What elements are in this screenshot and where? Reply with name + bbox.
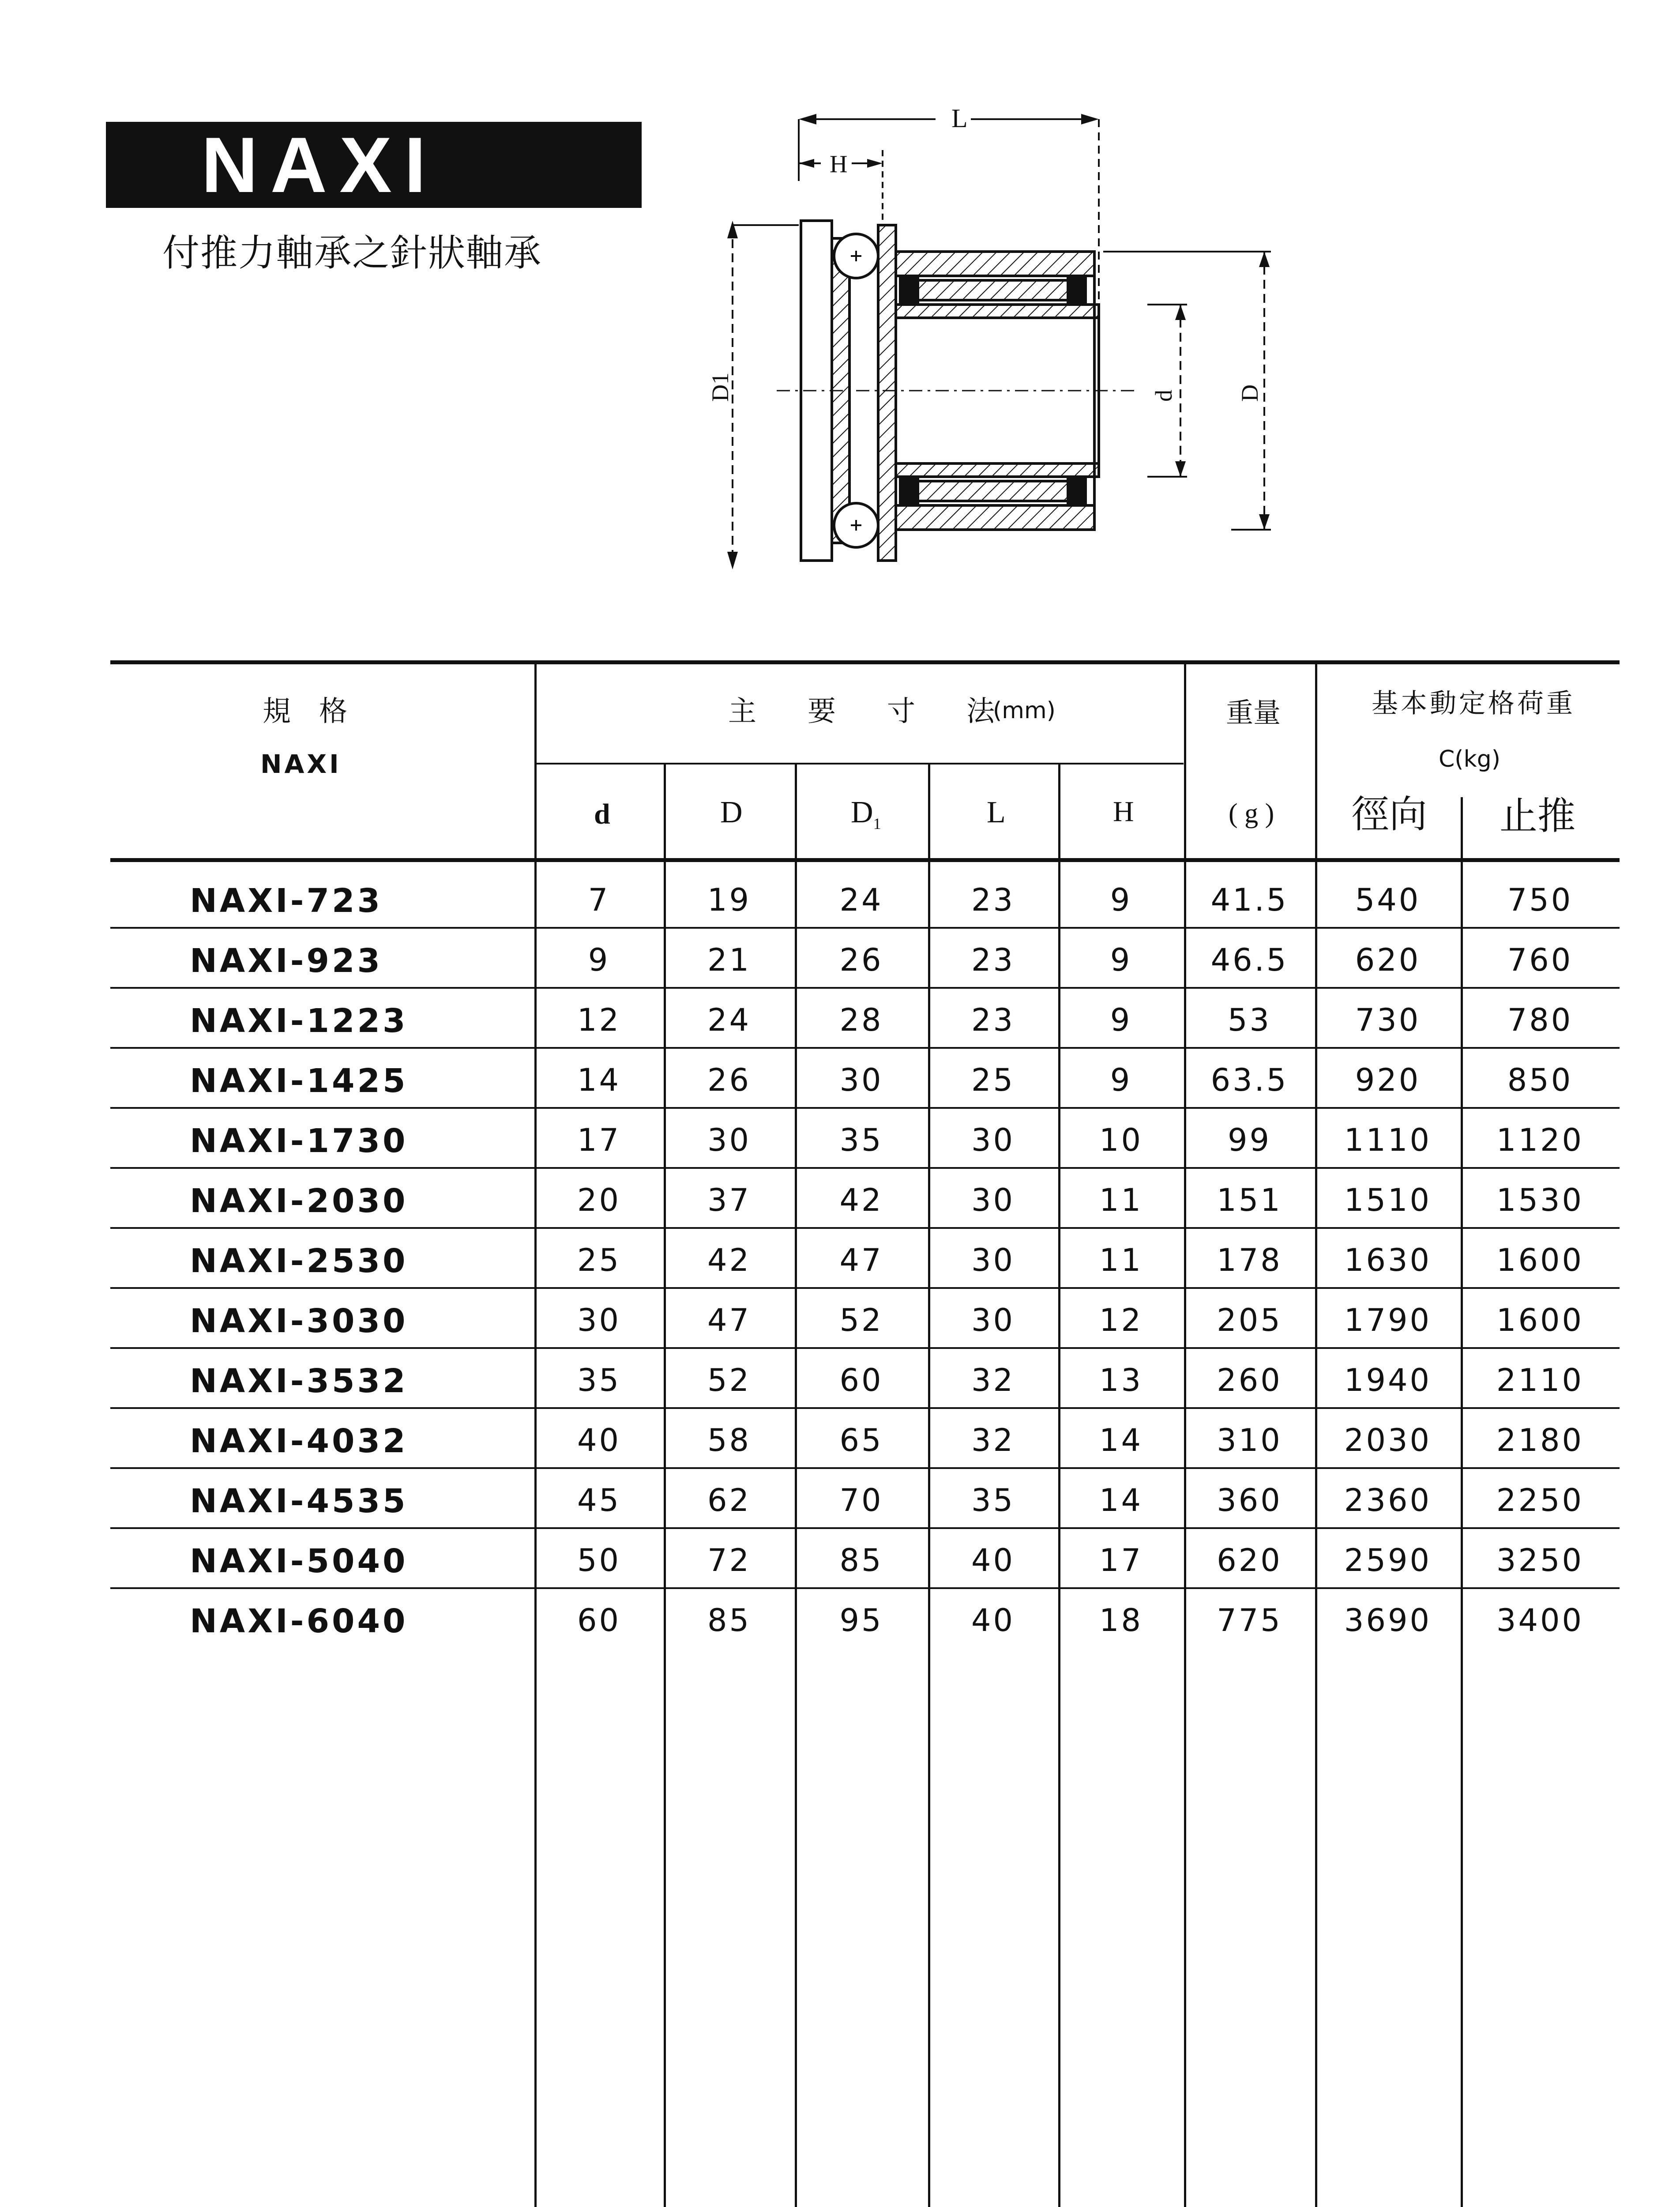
cell-model: NAXI-3532 xyxy=(190,1362,408,1400)
cell-D: 52 xyxy=(707,1362,752,1398)
spec-header: 規 格 xyxy=(263,695,347,728)
cell-radial-load: 3690 xyxy=(1344,1602,1432,1638)
cell-model: NAXI-1223 xyxy=(190,1002,408,1040)
cell-d: 14 xyxy=(577,1062,621,1098)
cell-radial-load: 1110 xyxy=(1344,1122,1432,1158)
cell-model: NAXI-4535 xyxy=(190,1482,408,1520)
cell-H: 18 xyxy=(1099,1602,1143,1638)
cell-H: 14 xyxy=(1099,1482,1143,1518)
cell-L: 40 xyxy=(971,1602,1015,1638)
cell-d: 30 xyxy=(577,1302,621,1338)
cell-radial-load: 730 xyxy=(1355,1002,1421,1038)
cell-radial-load: 2360 xyxy=(1344,1482,1432,1518)
load-unit: C(kg) xyxy=(1439,746,1501,772)
cell-L: 23 xyxy=(971,942,1015,978)
col-header-D: D xyxy=(720,795,743,829)
cell-thrust-load: 2110 xyxy=(1496,1362,1584,1398)
cell-radial-load: 540 xyxy=(1355,882,1421,918)
cell-weight: 53 xyxy=(1227,1002,1272,1038)
cell-model: NAXI-1730 xyxy=(190,1122,408,1160)
cell-model: NAXI-2530 xyxy=(190,1242,408,1280)
cell-d: 20 xyxy=(577,1182,621,1218)
cell-d: 17 xyxy=(577,1122,621,1158)
cell-thrust-load: 2250 xyxy=(1496,1482,1584,1518)
cell-D1: 28 xyxy=(839,1002,883,1038)
dim-label-d: d xyxy=(1150,390,1177,402)
dim-label-L: L xyxy=(951,104,968,133)
cell-D1: 47 xyxy=(839,1242,883,1278)
cell-D1: 95 xyxy=(839,1602,883,1638)
cell-model: NAXI-5040 xyxy=(190,1542,408,1580)
dims-unit: (mm) xyxy=(993,697,1056,724)
cell-D1: 52 xyxy=(839,1302,883,1338)
cell-H: 11 xyxy=(1099,1182,1143,1218)
cell-L: 30 xyxy=(971,1242,1015,1278)
cell-weight: 205 xyxy=(1217,1302,1282,1338)
cell-d: 25 xyxy=(577,1242,621,1278)
cell-model: NAXI-4032 xyxy=(190,1422,408,1460)
dim-label-D: D xyxy=(1237,384,1263,402)
cell-weight: 99 xyxy=(1227,1122,1272,1158)
cell-d: 9 xyxy=(588,942,610,978)
cell-D1: 24 xyxy=(839,882,883,918)
bearing-diagram xyxy=(688,93,1306,591)
cell-D: 62 xyxy=(707,1482,752,1518)
cell-L: 32 xyxy=(971,1362,1015,1398)
cell-thrust-load: 750 xyxy=(1507,882,1573,918)
cell-radial-load: 2030 xyxy=(1344,1422,1432,1458)
cell-model: NAXI-2030 xyxy=(190,1182,408,1220)
dims-header: 主 要 寸 法 xyxy=(728,695,1006,728)
col-header-H: H xyxy=(1113,795,1134,828)
cell-L: 30 xyxy=(971,1302,1015,1338)
dim-label-D1: D1 xyxy=(707,373,733,402)
cell-radial-load: 920 xyxy=(1355,1062,1421,1098)
cell-thrust-load: 3400 xyxy=(1496,1602,1584,1638)
cell-thrust-load: 760 xyxy=(1507,942,1573,978)
cell-H: 11 xyxy=(1099,1242,1143,1278)
cell-H: 10 xyxy=(1099,1122,1143,1158)
cell-H: 13 xyxy=(1099,1362,1143,1398)
cell-d: 40 xyxy=(577,1422,621,1458)
cell-weight: 310 xyxy=(1217,1422,1282,1458)
cell-H: 9 xyxy=(1110,1002,1132,1038)
cell-d: 12 xyxy=(577,1002,621,1038)
cell-H: 9 xyxy=(1110,1062,1132,1098)
load-header: 基本動定格荷重 xyxy=(1372,688,1575,719)
cell-H: 9 xyxy=(1110,942,1132,978)
cell-thrust-load: 780 xyxy=(1507,1002,1573,1038)
cell-H: 17 xyxy=(1099,1542,1143,1578)
cell-D1: 26 xyxy=(839,942,883,978)
cell-thrust-load: 2180 xyxy=(1496,1422,1584,1458)
dim-label-H: H xyxy=(830,151,848,178)
cell-D1: 60 xyxy=(839,1362,883,1398)
cell-radial-load: 1940 xyxy=(1344,1362,1432,1398)
cell-thrust-load: 1120 xyxy=(1496,1122,1584,1158)
cell-D1: 35 xyxy=(839,1122,883,1158)
cell-L: 32 xyxy=(971,1422,1015,1458)
cell-D1: 85 xyxy=(839,1542,883,1578)
cell-model: NAXI-723 xyxy=(190,882,383,920)
cell-D1: 70 xyxy=(839,1482,883,1518)
cell-weight: 46.5 xyxy=(1210,942,1289,978)
cell-L: 35 xyxy=(971,1482,1015,1518)
cell-thrust-load: 1600 xyxy=(1496,1302,1584,1338)
cell-D: 21 xyxy=(707,942,752,978)
cell-d: 7 xyxy=(588,882,610,918)
col-header-L: L xyxy=(987,795,1006,829)
cell-L: 40 xyxy=(971,1542,1015,1578)
weight-unit: ( g ) xyxy=(1229,798,1274,829)
cell-thrust-load: 850 xyxy=(1507,1062,1573,1098)
spec-table xyxy=(110,660,1620,2207)
cell-D: 19 xyxy=(707,882,752,918)
page-title: NAXI xyxy=(106,122,642,208)
cell-H: 12 xyxy=(1099,1302,1143,1338)
spec-subheader: NAXI xyxy=(260,749,342,779)
col-header-radial: 徑向 xyxy=(1351,792,1427,836)
cell-D: 47 xyxy=(707,1302,752,1338)
cell-model: NAXI-1425 xyxy=(190,1062,408,1100)
cell-D1: 30 xyxy=(839,1062,883,1098)
cell-thrust-load: 1530 xyxy=(1496,1182,1584,1218)
page-subtitle: 付推力軸承之針狀軸承 xyxy=(162,231,542,275)
cell-d: 35 xyxy=(577,1362,621,1398)
cell-H: 14 xyxy=(1099,1422,1143,1458)
cell-weight: 63.5 xyxy=(1210,1062,1289,1098)
cell-radial-load: 1790 xyxy=(1344,1302,1432,1338)
cell-thrust-load: 1600 xyxy=(1496,1242,1584,1278)
col-header-thrust: 止推 xyxy=(1500,794,1575,838)
cell-radial-load: 1510 xyxy=(1344,1182,1432,1218)
cell-weight: 775 xyxy=(1217,1602,1282,1638)
cell-radial-load: 1630 xyxy=(1344,1242,1432,1278)
cell-D: 42 xyxy=(707,1242,752,1278)
cell-L: 30 xyxy=(971,1182,1015,1218)
cell-D: 72 xyxy=(707,1542,752,1578)
cell-radial-load: 2590 xyxy=(1344,1542,1432,1578)
cell-weight: 620 xyxy=(1217,1542,1282,1578)
cell-D: 37 xyxy=(707,1182,752,1218)
col-header-d: d xyxy=(594,798,610,830)
cell-thrust-load: 3250 xyxy=(1496,1542,1584,1578)
cell-weight: 178 xyxy=(1217,1242,1282,1278)
col-header-D1: $D_1$ xyxy=(851,795,881,832)
cell-d: 45 xyxy=(577,1482,621,1518)
cell-D: 85 xyxy=(707,1602,752,1638)
cell-D: 26 xyxy=(707,1062,752,1098)
cell-D: 30 xyxy=(707,1122,752,1158)
col-header-D1-sub: 1 xyxy=(873,815,881,832)
weight-header: 重量 xyxy=(1226,697,1281,729)
cell-L: 25 xyxy=(971,1062,1015,1098)
cell-D: 58 xyxy=(707,1422,752,1458)
cell-weight: 41.5 xyxy=(1210,882,1289,918)
cell-L: 23 xyxy=(971,882,1015,918)
cell-weight: 151 xyxy=(1217,1182,1282,1218)
cell-weight: 360 xyxy=(1217,1482,1282,1518)
cell-model: NAXI-6040 xyxy=(190,1602,408,1640)
cell-model: NAXI-3030 xyxy=(190,1302,408,1340)
cell-D1: 65 xyxy=(839,1422,883,1458)
cell-model: NAXI-923 xyxy=(190,942,383,980)
cell-radial-load: 620 xyxy=(1355,942,1421,978)
cell-d: 60 xyxy=(577,1602,621,1638)
cell-H: 9 xyxy=(1110,882,1132,918)
cell-D1: 42 xyxy=(839,1182,883,1218)
cell-L: 30 xyxy=(971,1122,1015,1158)
cell-D: 24 xyxy=(707,1002,752,1038)
cell-weight: 260 xyxy=(1217,1362,1282,1398)
cell-d: 50 xyxy=(577,1542,621,1578)
cell-L: 23 xyxy=(971,1002,1015,1038)
